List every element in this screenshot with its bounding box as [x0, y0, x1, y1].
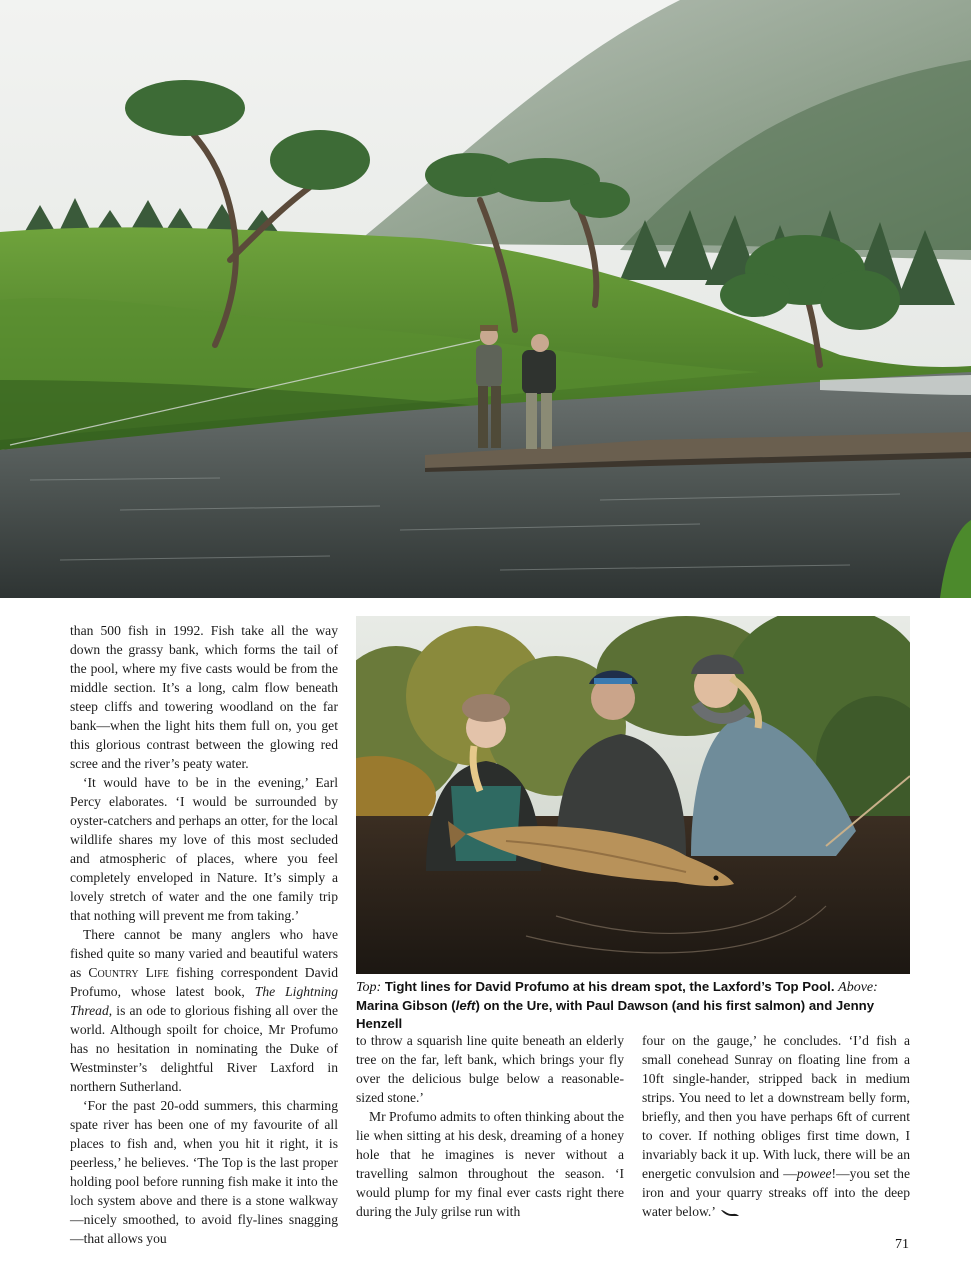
caption-top-label: Top:: [356, 980, 382, 995]
anglers-with-salmon-illustration: [356, 616, 910, 974]
caption-top-text: Tight lines for David Profumo at his dream spot, the Laxford’s Top Pool.: [384, 979, 835, 994]
caption-above-label: Above:: [838, 980, 878, 995]
paragraph: than 500 fish in 1992. Fish take all the way down the grassy bank, which forms the tail of the pool, where my five casts would be from the middle section. It’s a long, calm flow beneath steep cliffs and towering woodland on the far bank—when the light hits them full on, you get this glorious contrast between the glowing red scree and the river’s peaty water.: [70, 623, 338, 771]
italic-word: powee: [796, 1166, 832, 1181]
caption-above-left: left: [455, 998, 476, 1013]
top-photo: [0, 0, 971, 598]
book-title: The Lightning Thread: [70, 984, 338, 1018]
article-column-1: [70, 621, 338, 1248]
end-mark-icon: [720, 1208, 740, 1218]
page-number: 71: [895, 1237, 909, 1252]
paragraph: four on the gauge,’ he concludes. ‘I’d fish a small conehead Sunray on floating line from a 10ft single-hander, stripped back in medium strips. You need to let a downstream belly form, briefly, and then you have perhaps 6ft of current to cover. If nothing obliges first time down, I invariably back it up. With luck, there will be an energetic convulsion and —powee!—you set the iron and your quarry streaks off into the deep water below.’: [642, 1033, 910, 1219]
paragraph: There cannot be many anglers who have fished quite so many varied and beautiful waters as Country Life fishing correspondent David Profumo, whose latest book, The Lightning Thread, is an ode to glorious fishing all over the world. Although spoilt for choice, Mr Profumo has no hesitation in nominating the Duke of Westminster’s delightful River Laxford in northern Sutherland.: [70, 927, 338, 1094]
river-laxford-illustration: [0, 0, 971, 598]
magazine-name: Country Life: [88, 965, 169, 980]
paragraph: ‘For the past 20-odd summers, this charming spate river has been one of my favourite of all places to fish and, when you hit it right, it is peerless,’ he believes. ‘The Top is the last proper holding pool before running fish make it into the loch system above and there is a stone walkway—nicely smoothed, to avoid fly-lines snagging—that allows you: [70, 1098, 338, 1246]
photo-caption: [356, 978, 912, 1033]
caption-above-text-1: Marina Gibson (: [356, 998, 456, 1013]
inset-photo: [356, 616, 910, 974]
caption-above-text-2: ) on the Ure, with Paul Dawson (and his first salmon) and Jenny Henzell: [356, 998, 875, 1031]
paragraph: Mr Profumo admits to often thinking about the lie when sitting at his desk, dreaming of a honey hole that he imagines is never without a travelling salmon throughout the season. ‘I would plump for my final ever casts right there during the July grilse run with: [356, 1109, 624, 1219]
paragraph: ‘It would have to be in the evening,’ Earl Percy elaborates. ‘I would be surrounded by oyster-catchers and perhaps an otter, for the local wildlife shares my love of this most secluded and atmospheric of places, where you feel completely enveloped in Nature. It’s simply a lovely stretch of water and the one family trip that nothing will prevent me from taking.’: [70, 775, 338, 923]
article-column-2: [356, 1031, 624, 1221]
article-column-3: [642, 1031, 910, 1221]
paragraph: to throw a squarish line quite beneath an elderly tree on the far, left bank, which brings your fly over the delicious bulge below a reasonable-sized stone.’: [356, 1033, 624, 1105]
